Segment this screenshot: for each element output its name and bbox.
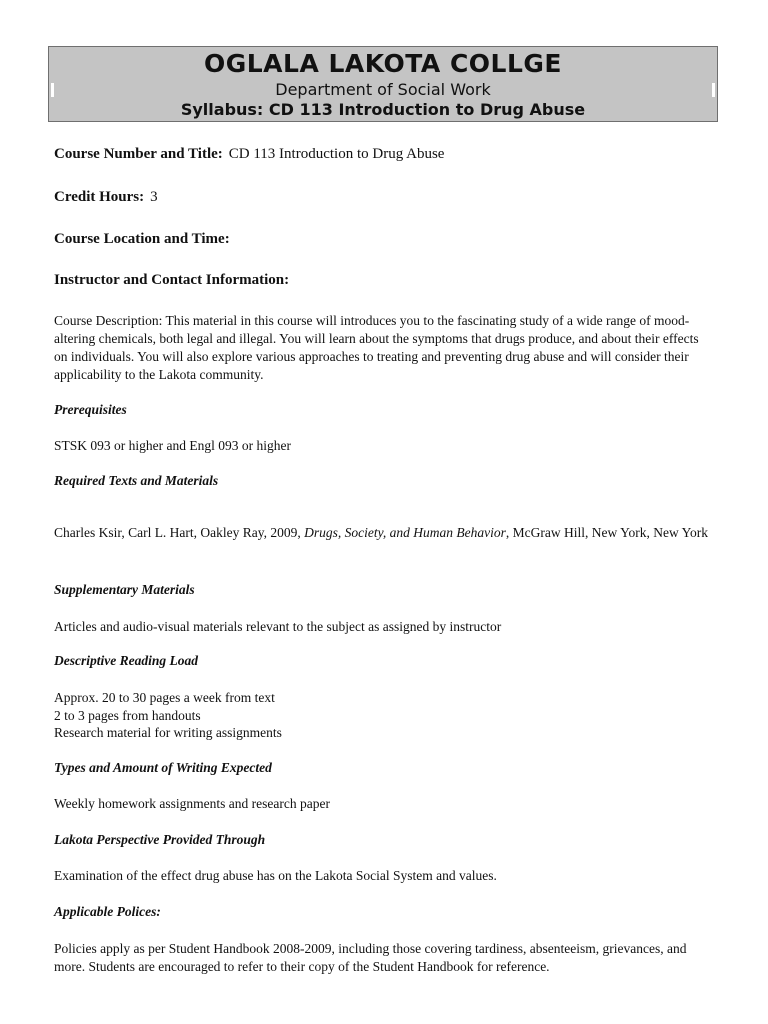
writing-heading: Types and Amount of Writing Expected [54, 760, 272, 775]
reading-load-line: 2 to 3 pages from handouts [54, 708, 201, 723]
header-box [48, 46, 718, 122]
course-number-row [54, 146, 444, 163]
required-texts-heading: Required Texts and Materials [54, 473, 219, 488]
policies-heading: Applicable Polices: [54, 904, 161, 919]
prerequisites-heading: Prerequisites [54, 402, 127, 417]
college-title: OGLALA LAKOTA COLLGE [203, 49, 563, 78]
location-time-label: Course Location and Time: [54, 231, 230, 247]
course-description: Course Description: This material in this course will introduces you to the fascinating study of a wide range of mood-altering chemicals, both legal and illegal. You will learn about the symptoms that drugs produce, and about their effects on individuals. You will also explore various approaches to treating and preventing drug abuse and will consider their applicability to the Lakota community. [54, 313, 699, 382]
citation-publisher: , McGraw Hill, New York, New York [505, 525, 709, 540]
lakota-heading: Lakota Perspective Provided Through [54, 832, 266, 847]
reading-load-heading: Descriptive Reading Load [54, 653, 198, 668]
instructor-label: Instructor and Contact Information: [54, 272, 290, 288]
reading-load-line: Approx. 20 to 30 pages a week from text [54, 690, 275, 705]
department-name: Department of Social Work [275, 80, 491, 99]
citation-authors: Charles Ksir, Carl L. Hart, Oakley Ray, 2009, [54, 525, 305, 540]
credit-hours-row [54, 189, 158, 206]
credit-hours-value: 3 [150, 189, 158, 205]
course-number-value: CD 113 Introduction to Drug Abuse [228, 146, 445, 162]
supplementary-heading: Supplementary Materials [54, 582, 195, 597]
required-texts-citation [54, 524, 732, 542]
lakota-text: Examination of the effect drug abuse has on the Lakota Social System and values. [54, 868, 497, 883]
syllabus-title: Syllabus: CD 113 Introduction to Drug Abuse [180, 100, 586, 119]
prerequisites-text: STSK 093 or higher and Engl 093 or higher [54, 438, 291, 453]
reading-load-line: Research material for writing assignments [54, 725, 282, 740]
credit-hours-label: Credit Hours: [54, 189, 145, 205]
policies-text: Policies apply as per Student Handbook 2008-2009, including those covering tardiness, absenteeism, grievances, and more. Students are encouraged to refer to their copy of the Student Handbook for reference. [54, 941, 687, 974]
course-number-label: Course Number and Title: [54, 146, 223, 162]
supplementary-text: Articles and audio-visual materials relevant to the subject as assigned by instructor [54, 619, 502, 634]
citation-book-title: Drugs, Society, and Human Behavior [304, 525, 506, 540]
writing-text: Weekly homework assignments and research paper [54, 796, 330, 811]
